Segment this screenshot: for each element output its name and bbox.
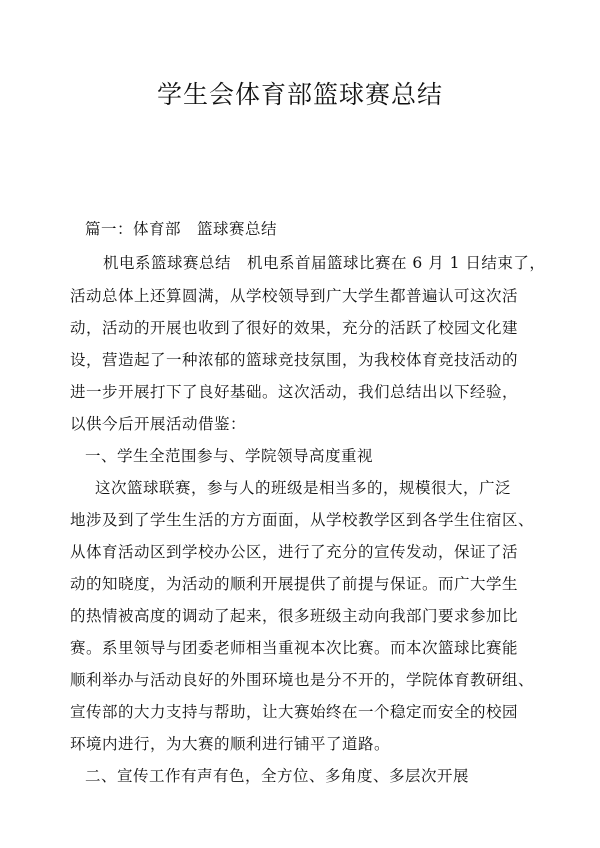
paragraph-line: 顺利举办与活动良好的外围环境也是分不开的，学院体育教研组、 <box>70 671 535 689</box>
subheading-2: 二、宣传工作有声有色，全方位、多角度、多层次开展 <box>85 767 470 785</box>
paragraph-line: 设，营造起了一种浓郁的篮球竞技氛围，为我校体育竞技活动的 <box>70 351 519 369</box>
paragraph-line: 活动总体上还算圆满，从学校领导到广大学生都普遍认可这次活 <box>70 287 519 305</box>
paragraph-line: 机电系篮球赛总结 机电系首届篮球比赛在 6 月 1 日结束了， <box>103 254 546 272</box>
paragraph-line: 宣传部的大力支持与帮助，让大赛始终在一个稳定而安全的校园 <box>70 703 519 721</box>
paragraph-line: 的热情被高度的调动了起来，很多班级主动向我部门要求参加比 <box>70 607 519 625</box>
document-title: 学生会体育部篮球赛总结 <box>156 80 443 109</box>
paragraph-line: 从体育活动区到学校办公区，进行了充分的宣传发动，保证了活 <box>70 543 519 561</box>
paragraph-line: 赛。系里领导与团委老师相当重视本次比赛。而本次篮球比赛能 <box>70 639 519 657</box>
paragraph-line: 环境内进行，为大赛的顺利进行铺平了道路。 <box>70 735 391 753</box>
paragraph-line: 这次篮球联赛，参与人的班级是相当多的，规模很大，广泛 <box>95 479 512 497</box>
section-heading: 篇一：体育部 篮球赛总结 <box>85 220 278 238</box>
paragraph-line: 进一步开展打下了良好基础。这次活动，我们总结出以下经验， <box>70 383 519 401</box>
paragraph-line: 以供今后开展活动借鉴： <box>70 415 247 433</box>
subheading-1: 一、学生全范围参与、学院领导高度重视 <box>85 447 374 465</box>
paragraph-line: 地涉及到了学生生活的方方面面，从学校教学区到各学生住宿区、 <box>70 511 535 529</box>
paragraph-line: 动的知晓度，为活动的顺利开展提供了前提与保证。而广大学生 <box>70 575 519 593</box>
paragraph-line: 动，活动的开展也收到了很好的效果，充分的活跃了校园文化建 <box>70 319 519 337</box>
